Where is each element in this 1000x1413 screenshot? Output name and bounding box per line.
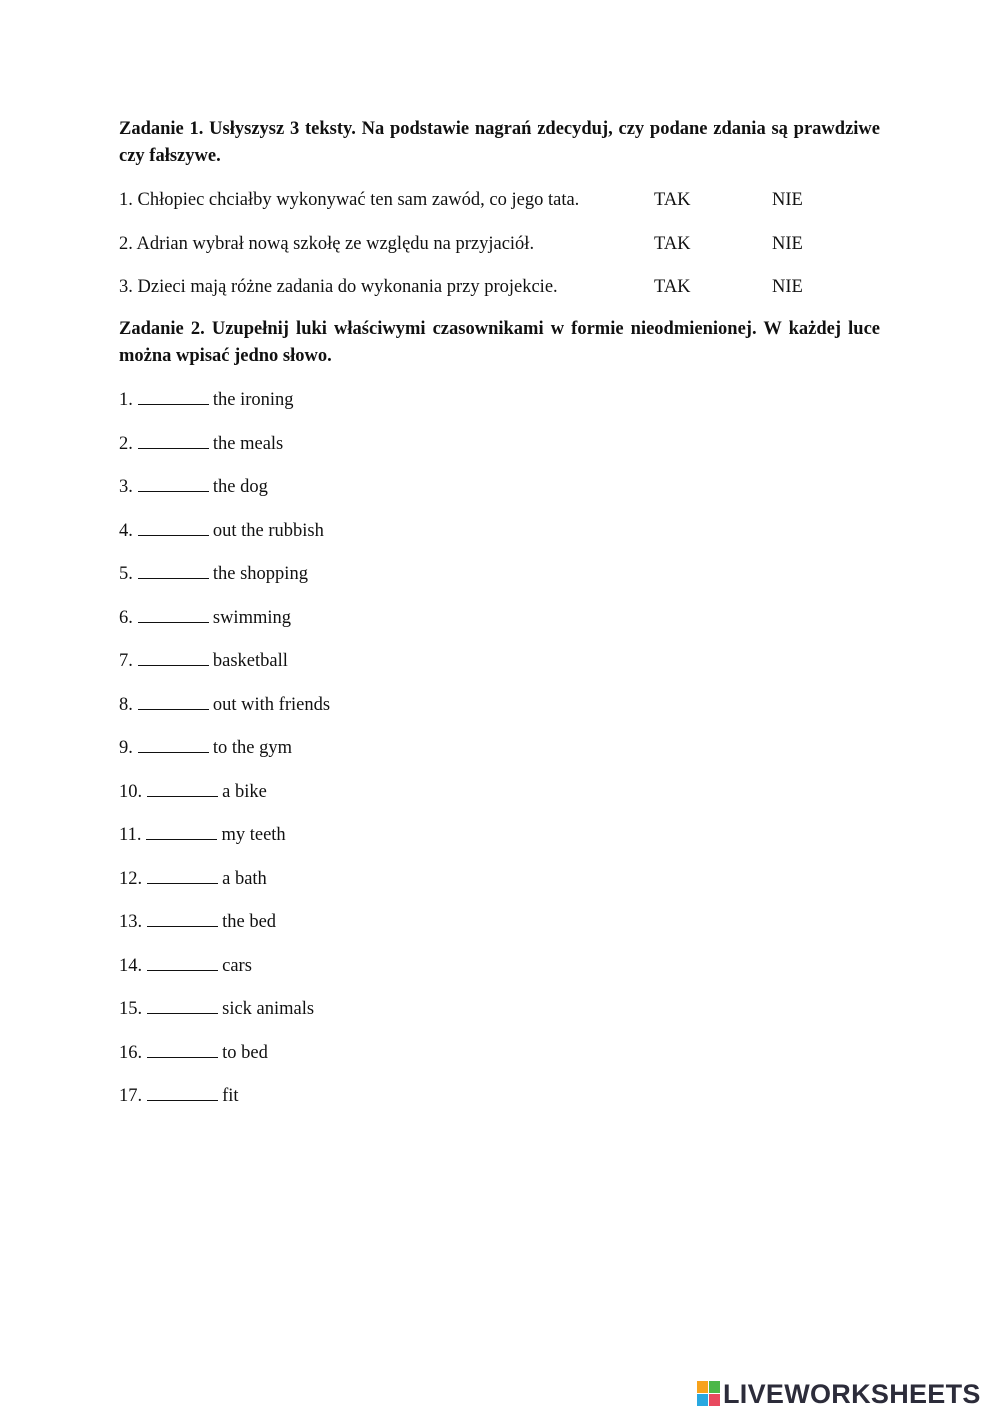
item-number: 1. [119, 390, 133, 410]
gap-fill-item [119, 517, 330, 561]
gap-blank-input[interactable] [138, 386, 209, 405]
item-phrase: out with friends [212, 694, 331, 715]
item-number: 12. [119, 868, 143, 889]
item-number: 14. [119, 955, 143, 976]
gap-blank-input[interactable] [138, 604, 209, 623]
gap-blank-input[interactable] [147, 995, 218, 1014]
gap-blank-input[interactable] [147, 778, 218, 797]
item-number: 17. [119, 1086, 143, 1106]
tf-answer-tak[interactable]: TAK [654, 277, 691, 297]
item-phrase: my teeth [221, 825, 286, 845]
item-phrase: the bed [222, 912, 277, 932]
gap-fill-item [119, 386, 330, 430]
item-number: 10. [119, 781, 143, 802]
gap-blank-input[interactable] [147, 952, 218, 971]
gap-blank-input[interactable] [147, 908, 218, 927]
item-phrase: basketball [212, 651, 288, 671]
gap-fill-item [119, 778, 330, 822]
tf-question-text: 1. Chłopiec chciałby wykonywać ten sam zawód, co jego tata. [119, 190, 580, 210]
brand-name: LIVEWORKSHEETS [723, 1379, 981, 1409]
gap-fill-item [119, 952, 330, 996]
gap-blank-input[interactable] [138, 473, 209, 492]
item-number: 6. [119, 607, 133, 628]
gap-fill-item [119, 865, 330, 909]
item-phrase: cars [222, 955, 252, 976]
gap-fill-item [119, 995, 330, 1039]
tf-question-text: 2. Adrian wybrał nową szkołę ze względu na przyjaciół. [119, 234, 535, 254]
item-number: 2. [119, 433, 133, 454]
item-number: 9. [119, 738, 133, 758]
gap-fill-item [119, 1082, 330, 1126]
gap-blank-input[interactable] [138, 647, 209, 666]
gap-fill-item [119, 1039, 330, 1083]
tf-answer-nie[interactable]: NIE [772, 277, 803, 297]
item-phrase: a bike [222, 781, 267, 802]
item-phrase: the ironing [212, 390, 294, 410]
gap-blank-input[interactable] [147, 1082, 218, 1101]
item-number: 4. [119, 520, 133, 541]
tf-question-row [119, 187, 939, 213]
gap-fill-item [119, 604, 330, 648]
gap-blank-input[interactable] [138, 517, 209, 536]
item-phrase: the dog [212, 477, 268, 497]
item-phrase: the meals [212, 433, 284, 454]
item-number: 7. [119, 651, 133, 671]
gap-fill-item [119, 647, 330, 691]
tf-answer-tak[interactable]: TAK [654, 190, 691, 210]
item-phrase: swimming [212, 607, 291, 628]
task2-heading: Zadanie 2. Uzupełnij luki właściwymi czasownikami w formie nieodmienionej. W każdej luce można wpisać jedno słowo. [119, 319, 880, 366]
gap-fill-item [119, 560, 330, 604]
liveworksheets-logo-icon [697, 1381, 721, 1407]
gap-blank-input[interactable] [138, 734, 209, 753]
item-phrase: sick animals [222, 999, 315, 1019]
item-phrase: out the rubbish [212, 520, 324, 541]
tf-question-row [119, 274, 939, 300]
item-number: 11. [119, 825, 142, 845]
item-phrase: to the gym [212, 738, 293, 758]
tf-question-row [119, 231, 939, 257]
gap-blank-input[interactable] [138, 430, 209, 449]
task1-heading: Zadanie 1. Usłyszysz 3 teksty. Na podstawie nagrań zdecyduj, czy podane zdania są prawdziwe czy fałszywe. [119, 119, 880, 166]
item-number: 16. [119, 1042, 143, 1063]
item-number: 13. [119, 912, 143, 932]
gap-fill-list [119, 386, 330, 1126]
tf-question-text: 3. Dzieci mają różne zadania do wykonania przy projekcie. [119, 277, 558, 297]
gap-fill-item [119, 734, 330, 778]
gap-fill-item [119, 821, 330, 865]
gap-fill-item [119, 908, 330, 952]
item-phrase: fit [222, 1086, 239, 1106]
tf-answer-tak[interactable]: TAK [654, 234, 691, 254]
gap-fill-item [119, 473, 330, 517]
gap-blank-input[interactable] [138, 560, 209, 579]
item-phrase: to bed [222, 1042, 268, 1063]
gap-blank-input[interactable] [147, 1039, 218, 1058]
gap-fill-item [119, 691, 330, 735]
item-phrase: the shopping [212, 564, 308, 584]
liveworksheets-brand[interactable] [697, 1377, 981, 1411]
item-number: 5. [119, 564, 133, 584]
gap-blank-input[interactable] [147, 865, 218, 884]
item-number: 8. [119, 694, 133, 715]
gap-blank-input[interactable] [138, 691, 209, 710]
gap-fill-item [119, 430, 330, 474]
gap-blank-input[interactable] [146, 821, 217, 840]
item-phrase: a bath [222, 868, 267, 889]
item-number: 3. [119, 477, 133, 497]
item-number: 15. [119, 999, 143, 1019]
tf-answer-nie[interactable]: NIE [772, 234, 803, 254]
tf-answer-nie[interactable]: NIE [772, 190, 803, 210]
